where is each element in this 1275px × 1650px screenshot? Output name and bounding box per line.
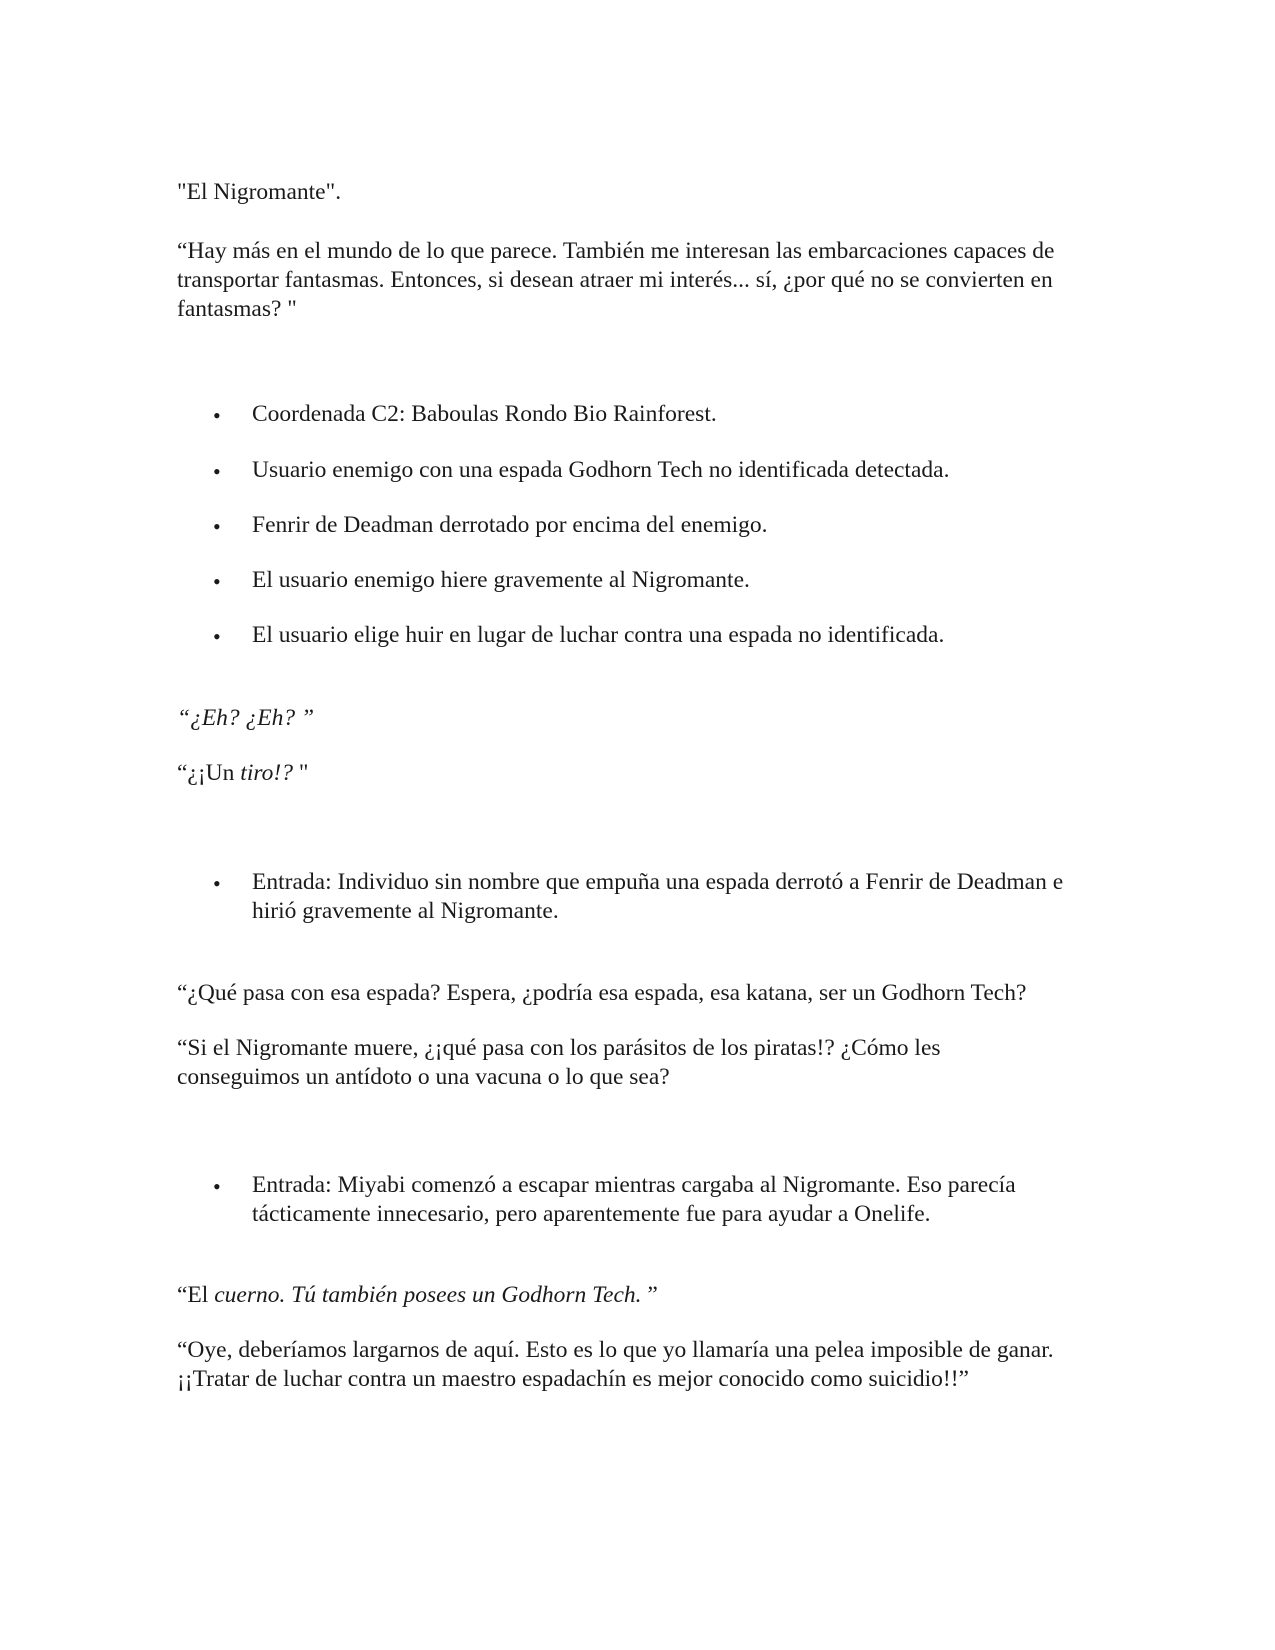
paragraph-nigromante: “Si el Nigromante muere, ¿¡qué pasa con los parásitos de los piratas!? ¿Cómo les conseguimos un antídoto o una vacuna o lo que sea? bbox=[177, 1035, 941, 1090]
bullet-icon: • bbox=[213, 624, 221, 649]
paragraph-intro: “Hay más en el mundo de lo que parece. También me interesan las embarcaciones capaces de transportar fantasmas. Entonces, si desean atraer mi interés... sí, ¿por qué no se convierten en fantasmas? " bbox=[177, 238, 1055, 322]
bullet-icon: • bbox=[213, 459, 221, 484]
paragraph-espada: “¿Qué pasa con esa espada? Espera, ¿podría esa espada, esa katana, ser un Godhorn Tech? bbox=[177, 980, 1027, 1006]
heading-line: "El Nigromante". bbox=[177, 179, 342, 205]
list-item: Entrada: Miyabi comenzó a escapar mientras cargaba al Nigromante. Eso parecía tácticamente innecesario, pero aparentemente fue para ayudar a Onelife. bbox=[252, 1172, 1016, 1227]
quote-eh bbox=[177, 704, 1107, 733]
bullet-icon: • bbox=[213, 403, 221, 428]
quote-cuerno-em: cuerno. Tú también posees un Godhorn Tech. bbox=[214, 1282, 642, 1308]
quote-cuerno-post: ” bbox=[641, 1282, 658, 1308]
bullet-icon: • bbox=[213, 569, 221, 594]
quote-eh-text: “¿Eh? ¿Eh? ” bbox=[177, 705, 315, 731]
bullet-icon: • bbox=[213, 871, 221, 896]
quote-tiro-em: tiro!? bbox=[240, 760, 293, 786]
list-item: Coordenada C2: Baboulas Rondo Bio Rainforest. bbox=[252, 401, 717, 427]
list-item: Usuario enemigo con una espada Godhorn Tech no identificada detectada. bbox=[252, 457, 950, 483]
quote-tiro-post: " bbox=[292, 760, 309, 786]
bullet-icon: • bbox=[213, 1174, 221, 1199]
list-item: El usuario elige huir en lugar de luchar contra una espada no identificada. bbox=[252, 622, 945, 648]
quote-tiro-pre: “¿¡Un bbox=[177, 760, 241, 786]
list-item: Entrada: Individuo sin nombre que empuña una espada derrotó a Fenrir de Deadman e hirió gravemente al Nigromante. bbox=[252, 869, 1064, 924]
paragraph-oye: “Oye, deberíamos largarnos de aquí. Esto es lo que yo llamaría una pelea imposible de ganar. ¡¡Tratar de luchar contra un maestro espadachín es mejor conocido como suicidio!!” bbox=[177, 1337, 1054, 1392]
list-item: Fenrir de Deadman derrotado por encima del enemigo. bbox=[252, 512, 768, 538]
quote-cuerno bbox=[177, 1281, 1107, 1310]
list-item: El usuario enemigo hiere gravemente al Nigromante. bbox=[252, 567, 750, 593]
quote-tiro bbox=[177, 759, 1107, 788]
bullet-icon: • bbox=[213, 514, 221, 539]
quote-cuerno-pre: “El bbox=[177, 1282, 215, 1308]
